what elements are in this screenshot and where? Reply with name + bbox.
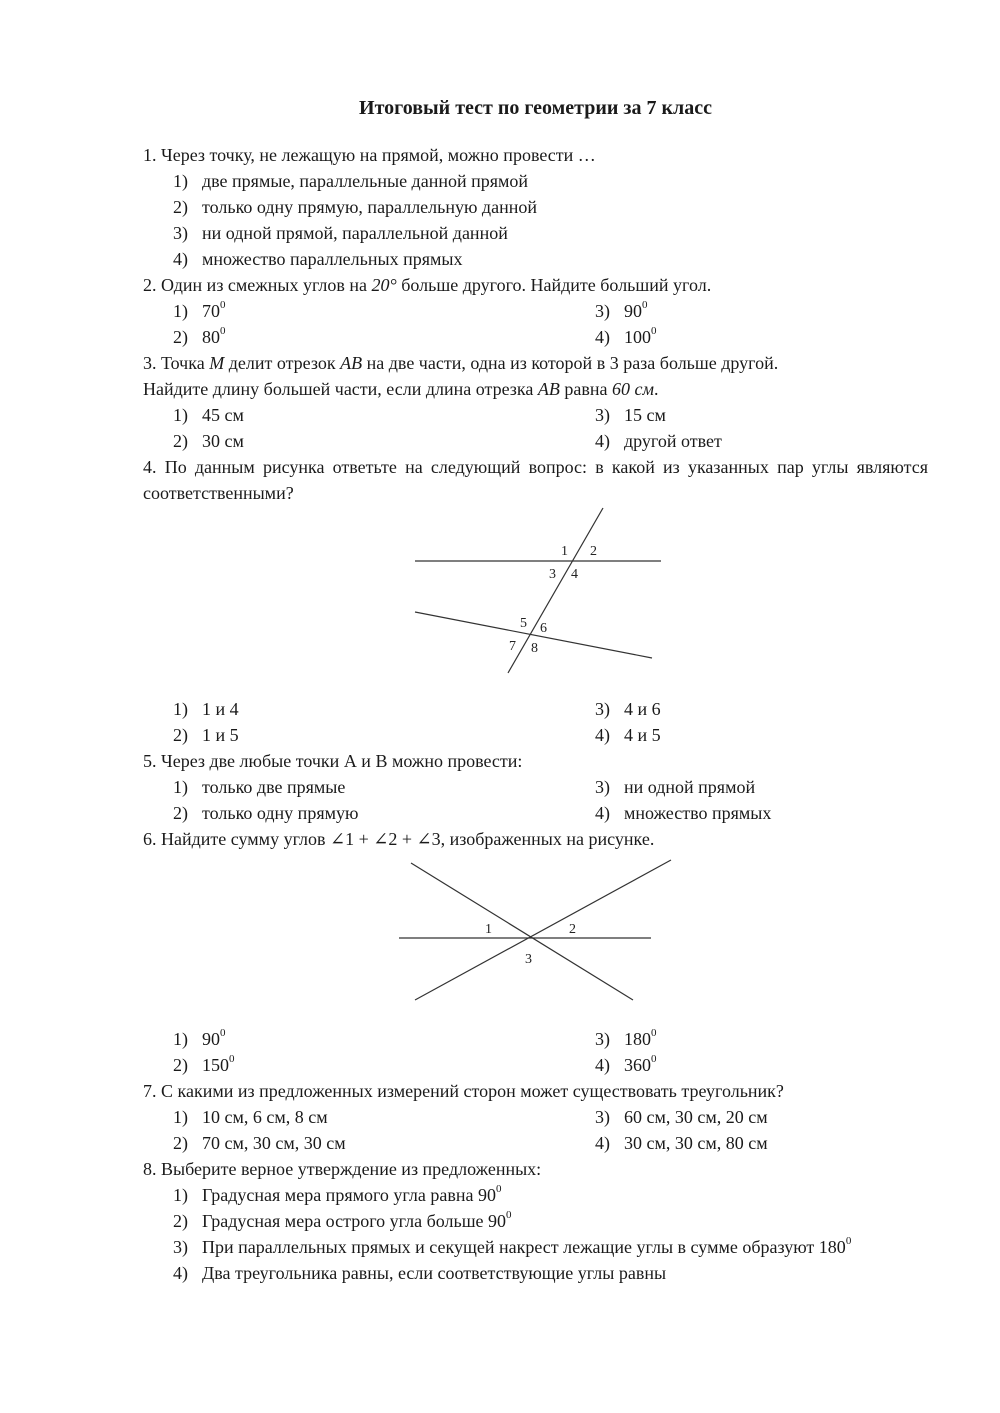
question-7 <box>143 1078 928 1156</box>
question-1 <box>143 142 928 272</box>
option[interactable]: 4) 30 см, 30 см, 80 см <box>595 1133 768 1153</box>
option[interactable]: 2) только одну прямую <box>173 803 359 823</box>
question-6 <box>143 826 928 1078</box>
option[interactable]: 1) Градусная мера прямого угла равна $90^0$ <box>173 1183 502 1205</box>
question-3-text-line-1: 3. Точка М делит отрезок АВ на две части, одна из которой в 3 раза больше другой. <box>143 353 779 373</box>
option[interactable]: 3) $90^0$ <box>595 299 648 321</box>
option[interactable]: 2) $80^0$ <box>173 325 226 347</box>
question-2 <box>143 272 928 350</box>
question-6-text: 6. Найдите сумму углов ∠1 + ∠2 + ∠3, изображенных на рисунке. <box>143 829 655 849</box>
option[interactable]: 3) При параллельных прямых и секущей накрест лежащие углы в сумме образуют $180^0$ <box>173 1235 852 1257</box>
option[interactable]: 2) 70 см, 30 см, 30 см <box>173 1133 346 1153</box>
option[interactable]: 4) $360^0$ <box>595 1053 657 1075</box>
angle-label-3: 3 <box>549 567 556 582</box>
option[interactable]: 2) 30 см <box>173 431 244 451</box>
option[interactable]: 1) 1 и 4 <box>173 699 239 719</box>
option[interactable]: 3) ни одной прямой, параллельной данной <box>173 223 508 243</box>
option[interactable]: 3) 60 см, 30 см, 20 см <box>595 1107 768 1127</box>
page-title: Итоговый тест по геометрии за 7 класс <box>359 97 712 119</box>
test-page <box>143 94 928 1286</box>
angle-label-5: 5 <box>520 616 527 631</box>
option[interactable]: 1) $90^0$ <box>173 1027 226 1049</box>
question-7-options <box>143 1104 928 1156</box>
figure-transversal <box>143 506 928 696</box>
diagonal-line-2 <box>415 860 671 1000</box>
option[interactable]: 4) множество параллельных прямых <box>173 249 463 269</box>
option[interactable]: 1) 45 см <box>173 405 244 425</box>
option[interactable]: 3) 4 и 6 <box>595 699 661 719</box>
question-5-options <box>143 774 928 826</box>
option[interactable]: 2) $150^0$ <box>173 1053 235 1075</box>
question-4-text: 4. По данным рисунка ответьте на следующий вопрос: в какой из указанных пар углы являются соответственными? <box>143 457 928 503</box>
option[interactable]: 4) другой ответ <box>595 431 722 451</box>
question-2-options <box>143 298 928 350</box>
option[interactable]: 4) Два треугольника равны, если соответствующие углы равны <box>173 1263 667 1283</box>
question-2-text: 2. Один из смежных углов на 20° больше другого. Найдите больший угол. <box>143 275 712 295</box>
question-1-text: 1. Через точку, не лежащую на прямой, можно провести … <box>143 145 596 165</box>
option[interactable]: 1) две прямые, параллельные данной прямой <box>173 171 529 191</box>
question-8-text: 8. Выберите верное утверждение из предложенных: <box>143 1159 542 1179</box>
intersecting-lines-diagram <box>143 852 928 1026</box>
option[interactable]: 1) только две прямые <box>173 777 346 797</box>
option[interactable]: 3) 15 см <box>595 405 666 425</box>
option[interactable]: 1) 10 см, 6 см, 8 см <box>173 1107 328 1127</box>
question-7-text: 7. С какими из предложенных измерений сторон может существовать треугольник? <box>143 1081 784 1101</box>
question-5 <box>143 748 928 826</box>
option[interactable]: 4) 4 и 5 <box>595 725 661 745</box>
question-3 <box>143 350 928 454</box>
option[interactable]: 2) Градусная мера острого угла больше $90^0$ <box>173 1209 512 1231</box>
transversal-line <box>508 508 603 673</box>
question-8-options <box>143 1182 928 1286</box>
diagonal-line-1 <box>411 863 633 1000</box>
angle-label-1: 1 <box>485 922 492 937</box>
question-4-options <box>143 696 928 748</box>
angle-label-2: 2 <box>569 922 576 937</box>
angle-label-4: 4 <box>571 567 578 582</box>
angle-label-8: 8 <box>531 641 538 656</box>
option[interactable]: 3) ни одной прямой <box>595 777 756 797</box>
option[interactable]: 1) $70^0$ <box>173 299 226 321</box>
question-3-options <box>143 402 928 454</box>
question-6-options <box>143 1026 928 1078</box>
question-1-options <box>143 168 928 272</box>
question-8 <box>143 1156 928 1286</box>
option[interactable]: 3) $180^0$ <box>595 1027 657 1049</box>
question-4 <box>143 454 928 748</box>
angle-label-7: 7 <box>509 639 516 654</box>
option[interactable]: 2) только одну прямую, параллельную данной <box>173 197 537 217</box>
figure-intersecting-lines <box>143 852 928 1026</box>
option[interactable]: 4) $100^0$ <box>595 325 657 347</box>
angle-label-6: 6 <box>540 621 547 636</box>
option[interactable]: 2) 1 и 5 <box>173 725 239 745</box>
option[interactable]: 4) множество прямых <box>595 803 772 823</box>
angle-label-3: 3 <box>525 952 532 967</box>
angle-label-1: 1 <box>561 544 568 559</box>
question-5-text: 5. Через две любые точки А и В можно провести: <box>143 751 523 771</box>
question-3-text-line-2: Найдите длину большей части, если длина отрезка АВ равна 60 см. <box>143 379 659 399</box>
angle-label-2: 2 <box>590 544 597 559</box>
transversal-diagram <box>143 506 928 696</box>
